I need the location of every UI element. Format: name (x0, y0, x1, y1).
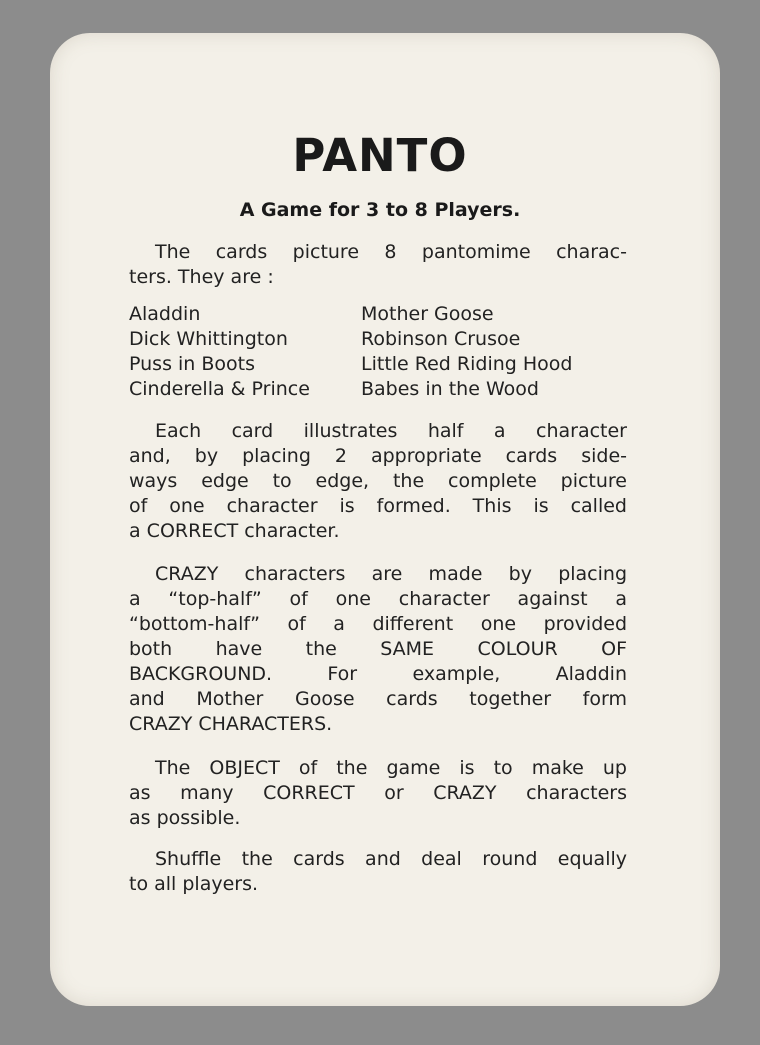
character-name: Robinson Crusoe (361, 328, 521, 350)
paragraph-line: as many CORRECT or CRAZY characters (129, 782, 627, 804)
character-column-left (129, 302, 310, 402)
character-name: Little Red Riding Hood (361, 353, 573, 375)
intro-line: ters. They are : (129, 266, 274, 288)
character-name: Puss in Boots (129, 353, 255, 375)
intro-paragraph (129, 240, 627, 290)
paragraph-line: The OBJECT of the game is to make up (155, 757, 627, 779)
character-column-right (361, 302, 572, 402)
correct-paragraph (129, 419, 627, 544)
character-name: Cinderella & Prince (129, 378, 310, 400)
paragraph-line: a CORRECT character. (129, 520, 340, 542)
object-paragraph (129, 756, 627, 831)
paragraph-line: CRAZY CHARACTERS. (129, 713, 333, 735)
character-name: Dick Whittington (129, 328, 288, 350)
character-name: Mother Goose (361, 303, 494, 325)
paragraph-line: Each card illustrates half a character (155, 420, 627, 442)
intro-line: The cards picture 8 pantomime charac- (155, 241, 627, 263)
paragraph-line: as possible. (129, 807, 241, 829)
paragraph-line: Shuffle the cards and deal round equally (155, 848, 627, 870)
paragraph-line: and, by placing 2 appropriate cards side- (129, 445, 627, 467)
paragraph-line: and Mother Goose cards together form (129, 688, 627, 710)
card-title: PANTO (292, 129, 468, 182)
paragraph-line: both have the SAME COLOUR OF (129, 638, 627, 660)
shuffle-paragraph (129, 847, 627, 897)
crazy-paragraph (129, 562, 627, 737)
paragraph-line: of one character is formed. This is called (129, 495, 627, 517)
paragraph-line: to all players. (129, 873, 259, 895)
card-subtitle: A Game for 3 to 8 Players. (239, 199, 521, 221)
paragraph-line: CRAZY characters are made by placing (155, 563, 627, 585)
paragraph-line: BACKGROUND. For example, Aladdin (129, 663, 627, 685)
character-name: Babes in the Wood (361, 378, 539, 400)
paragraph-line: ways edge to edge, the complete picture (129, 470, 627, 492)
paragraph-line: “bottom-half” of a different one provided (129, 613, 627, 635)
paragraph-line: a “top-half” of one character against a (129, 588, 627, 610)
character-name: Aladdin (129, 303, 201, 325)
